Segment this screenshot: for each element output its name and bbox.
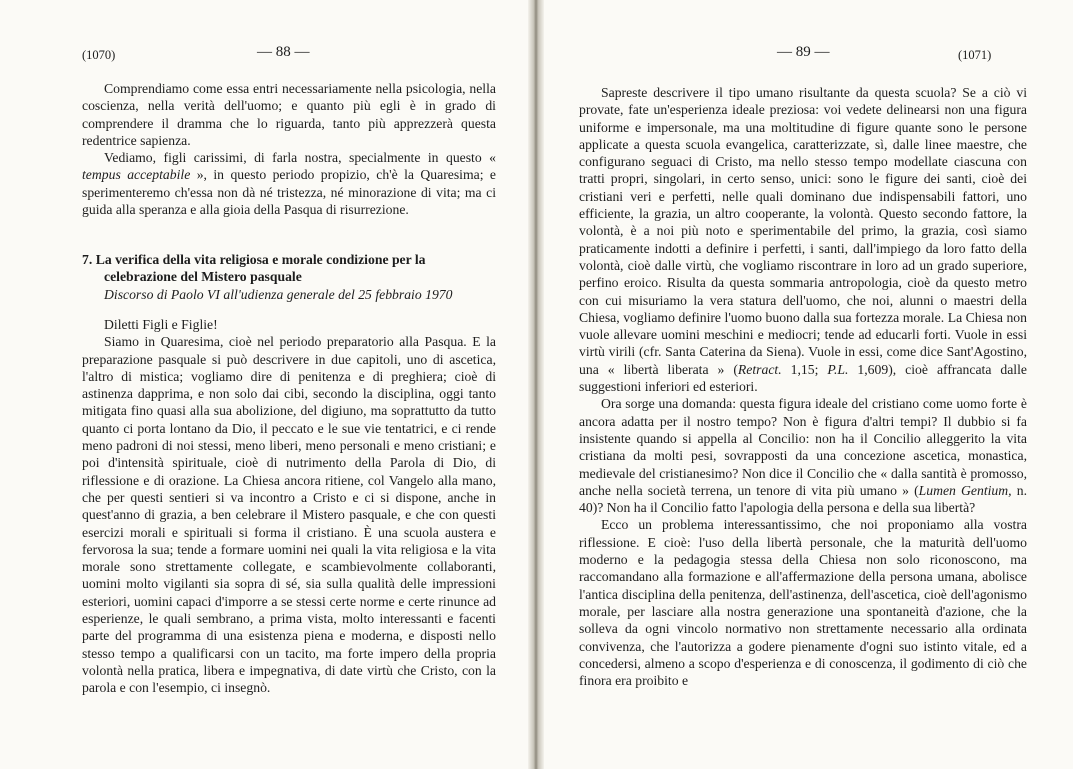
left-paragraph-2-part-b: », in questo periodo propizio, ch'è la Quaresima; e sperimenteremo ch'essa non dà né tristezza, né minorazione di vita; ma ci guida alla speranza e alla gioia della Pasqua di risurrezione. [82, 167, 497, 218]
right-page-number: — 89 — [777, 44, 830, 60]
right-paragraph-3: Ecco un problema interessantissimo, che noi proponiamo alla vostra riflessione. E cioè: l'uso della libertà personale, che la maturità dell'uomo moderno e la pedagogia stessa della Chiesa non solo riconoscono, ma raccomandano alla formazione e all'affermazione della persona umana, abolisce l'antica disciplina della penitenza, dell'astinenza, dell'ascetica, cioè dell'agonismo morale, per lasciare alla nostra generazione una spontaneità d'azione, che la solleva da ogni vincolo normativo non strettamente necessario alla ordinata convivenza, che l'autorizza a godere pienamente d'ogni suo istinto vitale, ed a concedersi, almeno a scopo d'esperienza e di conoscenza, il godimento di ciò che finora era proibito e [579, 517, 1027, 689]
left-page-text-top [82, 80, 496, 218]
left-paragraph-1: Comprendiamo come essa entri necessariamente nella psicologia, nella coscienza, nella verità dell'uomo; e quanto più egli è in grado di comprendere il dramma che lo riguarda, tanto più apprezzerà questa redentrice sapienza. [82, 81, 496, 148]
left-paragraph-2-emphasis: tempus acceptabile [82, 167, 191, 183]
right-paragraph-1-part-b: 1,15; [781, 361, 828, 377]
left-page-header: (1070) [82, 48, 116, 62]
greeting: Diletti Figli e Figlie! [104, 317, 218, 332]
left-page-text-bottom [82, 316, 496, 697]
left-paragraph-2-part-a: Vediamo, figli carissimi, di farla nostra, specialmente in questo « [104, 150, 496, 166]
left-page-number: — 88 — [257, 44, 310, 60]
right-paragraph-1-part-c: 1,609), cioè affrancata dalle suggestioni inferiori ed esteriori. [579, 361, 1027, 395]
left-page [0, 0, 534, 769]
right-paragraph-1 [579, 84, 1027, 395]
right-paragraph-2-part-b: n. 40)? Non ha il Concilio fatto l'apologia della persona e della sua libertà? [579, 482, 1027, 516]
lumen-gentium-reference: Lumen Gentium, [918, 482, 1012, 498]
right-page-text [579, 84, 1027, 689]
left-paragraph-3: Siamo in Quaresima, cioè nel periodo preparatorio alla Pasqua. E la preparazione pasquale si può descrivere in due capitoli, uno di ascetica, l'altro di mistica; vogliamo dire di penitenza e di preghiera; cioè di astinenza dapprima, e non solo dai cibi, secondo la disciplina, oggi tanto mitigata fino quasi alla sua abolizione, del digiuno, ma soprattutto da tutto quanto ci porta lontano da Dio, il peccato e le sue vie tentatrici, e ci rende meno padroni di noi stessi, meno liberi, meno personali e meno cristiani; e poi d'intensità spirituale, cioè di nutrimento della Parola di Dio, di riflessione e di orazione. La Chiesa ancora ritiene, col Vangelo alla mano, che per questi sentieri si va incontro a Cristo e ci si dispone, anche in quest'anno di grazia, a ben celebrare il Mistero pasquale, e che con questi esercizi morali e spirituali si forma il cristiano. È una scuola austera e fervorosa la sua; tende a formare uomini nei quali la vita religiosa e la vita morale sono strettamente collegate, e scambievolmente collaboranti, uomini molto vigilanti sia sopra di sé, sia sulla qualità delle impressioni esteriori, uomini capaci d'imporre a se stessi certe norme e certe rinunce ad esperienze, le quali sembrano, a prima vista, molto interessanti e facenti parte del programma di una esistenza piena e moderna, e disposti nello stesso tempo a qualificarsi con un tacito, ma forte impero della propria volontà nella pratica, libera e impegnativa, di date virtù che Cristo, con la parola e con l'esempio, ci insegnò. [82, 334, 496, 696]
section-subtitle: Discorso di Paolo VI all'udienza generale del 25 febbraio 1970 [104, 286, 453, 302]
left-paragraph-2 [82, 149, 496, 218]
right-page [538, 0, 1073, 769]
right-page-header: (1071) [958, 48, 992, 62]
pl-reference: P.L. [827, 361, 849, 377]
right-paragraph-1-part-a: Sapreste descrivere il tipo umano risultante da questa scuola? Se a ciò vi provate, fate un'esperienza ideale preziosa: voi vedete delinearsi non una figura uniforme e impersonale, ma una moltitudine di figure quante sono le persone applicate a questa scuola evangelica, caratterizzate, sì, dalle linee maestre, che configurano seguaci di Cristo, ma nello stesso tempo modellate ciascuna con tratti propri, singolari, in certo senso, unici: sono le figure dei santi, cioè dei cristiani veri e perfetti, nelle quali dominano due indispensabili fattori, uno efficiente, la grazia, un altro cooperante, la volontà. Questo secondo fattore, la volontà, è a noi più noto e sperimentabile del primo, la grazia, così siamo praticamente indotti a definire i perfetti, i santi, dall'impiego da loro fatto della volontà, cioè dalle virtù, che vogliamo riscontrare in loro ad un grado superiore, perfino eroico. Risulta da questa sommaria antropologia, cioè da questo metro con cui misuriamo la vera statura dell'uomo, che noi, alunni o maestri della Chiesa, vogliamo definire l'uomo buono dalla sua fortezza morale. La Chiesa non vuole allevare uomini meschini e mediocri; tende ad educarli forti. Vuole in essi virtù virili (cfr. Santa Caterina da Siena). Vuole in essi, come dice Sant'Agostino, una « libertà liberata » ( [579, 85, 1027, 377]
right-paragraph-2 [579, 395, 1027, 516]
right-paragraph-2-part-a: Ora sorge una domanda: questa figura ideale del cristiano come uomo forte è ancora adatta per il nostro tempo? Non è figura d'altri tempi? Il dubbio si fa insistente quando si appella al Concilio: non ha il Concilio alleggerito la vita cristiana da molti pesi, sovrapposti da una concezione ascetica, monastica, medievale del cristianesimo? Non dice il Concilio che « dalla santità è promosso, anche nella società terrena, un tenore di vita più umano » ( [579, 396, 1027, 498]
retract-reference: Retract. [737, 361, 782, 377]
left-page-section [82, 251, 496, 303]
section-title: 7. La verifica della vita religiosa e morale condizione per la celebrazione del Mistero pasquale [82, 252, 426, 285]
book-gutter [528, 0, 544, 769]
